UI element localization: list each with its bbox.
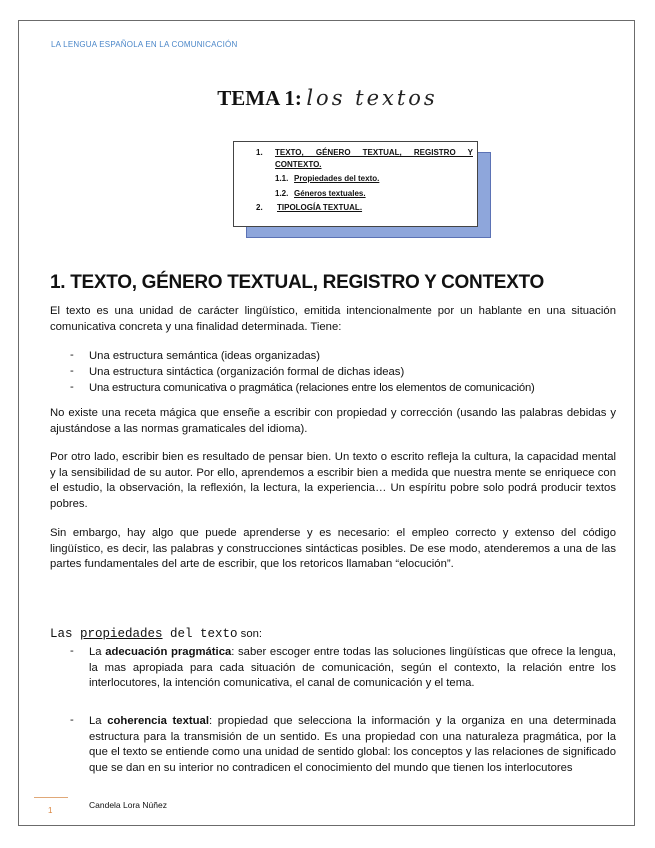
toc-num-2: 2. (256, 203, 263, 212)
paragraph: Sin embargo, hay algo que puede aprenderse y es necesario: el empleo correcto y extenso del código lingüístico, es decir, las palabras y construcciones sintácticas posibles. De ese modo, atenderemos a una de las partes fundamentales del arte de escribir, que los retoricos llamaban “elocución”. (50, 527, 616, 570)
toc-item-1-2[interactable]: Géneros textuales. (294, 189, 366, 198)
toc-item-1-1[interactable]: Propiedades del texto. (294, 174, 380, 183)
list-item: Una estructura comunicativa o pragmática (relaciones entre los elementos de comunicación) (89, 382, 535, 394)
property-term: adecuación pragmática (105, 646, 232, 658)
toc-item-2[interactable]: TIPOLOGÍA TEXTUAL. (277, 203, 363, 212)
title-script: los textos (306, 86, 438, 110)
property-term: coherencia textual (107, 715, 209, 727)
footer-divider (34, 797, 68, 798)
toc-item-1[interactable]: TEXTO, GÉNERO TEXTUAL, REGISTRO Y (275, 148, 473, 157)
paragraph: No existe una receta mágica que enseñe a escribir con propiedad y corrección (usando las palabras debidas y ajustándose a las normas gramaticales del idioma). (50, 407, 616, 435)
list-item: Una estructura semántica (ideas organizadas) (89, 350, 321, 362)
list-dash: - (70, 349, 74, 361)
section-heading: 1. TEXTO, GÉNERO TEXTUAL, REGISTRO Y CONTEXTO (50, 272, 544, 293)
footer-author: Candela Lora Núñez (89, 800, 167, 810)
page-title (0, 86, 655, 111)
toc-num-1-1: 1.1. (275, 174, 289, 183)
intro-paragraph: El texto es una unidad de carácter lingüístico, emitida intencionalmente por un hablante en una situación comunicativa concreta y una finalidad determinada. Tiene: (50, 305, 616, 333)
toc-num-1-2: 1.2. (275, 189, 289, 198)
table-of-contents (233, 141, 478, 227)
title-bold: TEMA 1: (217, 86, 302, 110)
list-dash: - (70, 645, 74, 657)
running-header: LA LENGUA ESPAÑOLA EN LA COMUNICACIÓN (51, 40, 238, 49)
property-pre: La (89, 646, 106, 658)
props-post: son: (237, 628, 263, 640)
props-underlined: propiedades (80, 627, 163, 641)
props-pre: Las (50, 627, 81, 641)
property-pre: La (89, 715, 108, 727)
page-number: 1 (48, 806, 53, 815)
property-text: : propiedad que selecciona la información y la organiza en una determinada estructura para la transmisión de un sentido. Es una propiedad con una naturaleza pragmática, por la que el texto se entiende como una unidad de sentido global: los conceptos y las relaciones de significado que se dan en su interior no contradicen el conocimiento del mundo que tienen los interlocutores (89, 715, 616, 774)
list-dash: - (70, 714, 74, 726)
property-text: : saber escoger entre todas las soluciones lingüísticas que ofrece la lengua, la mas apropiada para cada situación de comunicación, según el contexto, la relación entre los interlocutores, la intención comunicativa, el canal de comunicación y el tema. (89, 646, 616, 689)
property-item (89, 714, 616, 776)
list-item: Una estructura sintáctica (organización formal de dichas ideas) (89, 366, 405, 378)
toc-item-1-cont[interactable]: CONTEXTO. (275, 160, 322, 169)
paragraph: Por otro lado, escribir bien es resultado de pensar bien. Un texto o escrito refleja la cultura, la capacidad mental y la sensibilidad de su autor. Por ello, aprendemos a escribir bien a medida que nuestra mente se enriquece con el estudio, la observación, la reflexión, la lectura, la experiencia… Un espíritu pobre solo podrá producir textos pobres. (50, 451, 616, 510)
property-item (89, 645, 616, 692)
toc-num-1: 1. (256, 148, 263, 157)
list-dash: - (70, 365, 74, 377)
list-dash: - (70, 381, 74, 393)
props-mid: del texto (162, 627, 238, 641)
properties-intro (50, 627, 262, 643)
